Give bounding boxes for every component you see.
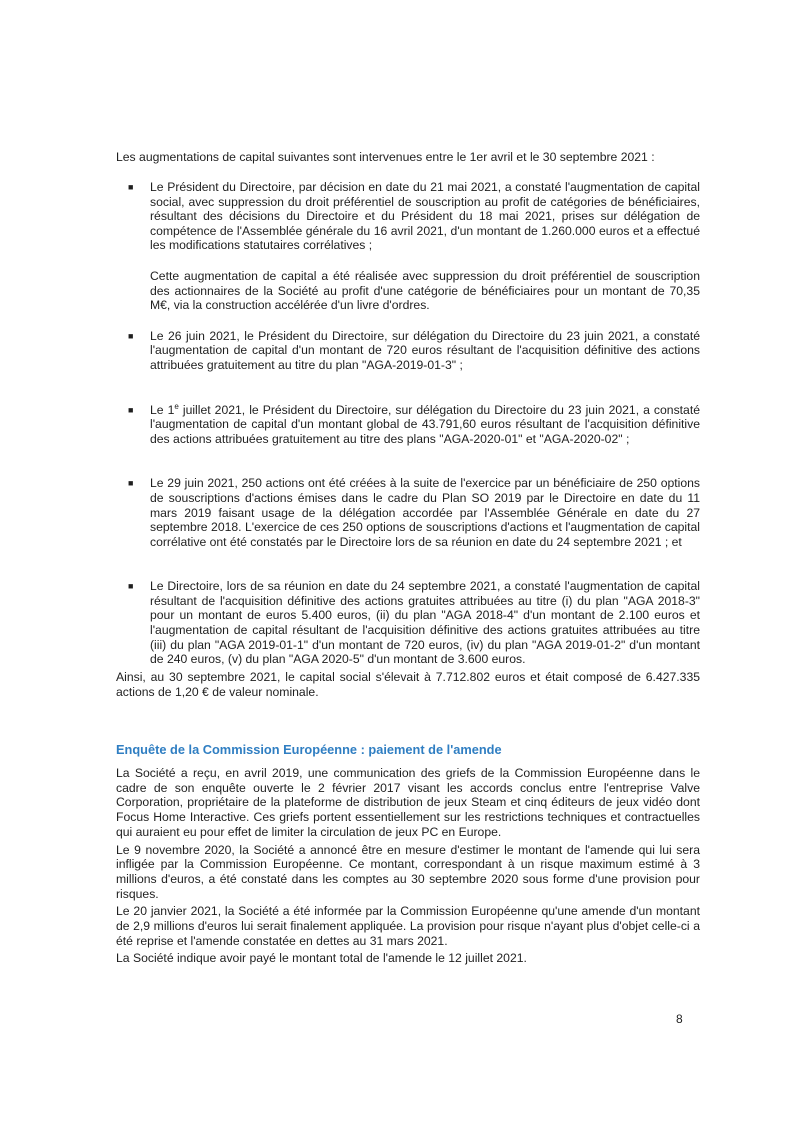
- list-item-subparagraph: Cette augmentation de capital a été réalisée avec suppression du droit préférentiel de souscription des actionnaires de la Société au profit d'une catégorie de bénéficiaires pour un montant de 70,35 M€, via la construction accélérée d'un livre d'ordres.: [150, 268, 700, 313]
- capital-increase-list: [116, 180, 700, 667]
- list-item: [116, 476, 700, 549]
- list-item: [116, 579, 700, 667]
- section-heading: Enquête de la Commission Européenne : paiement de l'amende: [116, 742, 502, 757]
- section-paragraph: Le 20 janvier 2021, la Société a été informée par la Commission Européenne qu'une amende d'un montant de 2,9 millions d'euros lui serait finalement appliquée. La provision pour risque n'ayant plus d'objet celle-ci a été reprise et l'amende constatée en dettes au 31 mars 2021.: [116, 904, 700, 948]
- list-item-text: [150, 403, 700, 447]
- ordinal-superscript: e: [174, 401, 179, 411]
- list-item: [116, 329, 700, 373]
- page-number: 8: [676, 1012, 683, 1026]
- list-item: [116, 180, 700, 313]
- list-item: [116, 403, 700, 447]
- bullet-marker: ■: [128, 478, 134, 489]
- list-item-text: Le 29 juin 2021, 250 actions ont été créées à la suite de l'exercice par un bénéficiaire de 250 options de souscriptions d'actions émises dans le cadre du Plan SO 2019 par le Directoire en date du 11 mars 2019 faisant usage de la délégation accordée par l'Assemblée Générale en date du 27 septembre 2018. L'exercice de ces 250 options de souscriptions d'actions et l'augmentation de capital corrélative ont été constatés par le Directoire lors de sa réunion en date du 24 septembre 2021 ; et: [150, 476, 700, 549]
- list-item-text-start: Le 1: [150, 402, 175, 417]
- intro-paragraph: Les augmentations de capital suivantes sont intervenues entre le 1er avril et le 30 septembre 2021 :: [116, 150, 655, 164]
- capital-summary-paragraph: Ainsi, au 30 septembre 2021, le capital social s'élevait à 7.712.802 euros et était composé de 6.427.335 actions de 1,20 € de valeur nominale.: [116, 670, 700, 699]
- bullet-marker: ■: [128, 404, 134, 415]
- list-item-text: Le Président du Directoire, par décision en date du 21 mai 2021, a constaté l'augmentation de capital social, avec suppression du droit préférentiel de souscription au profit de catégories de bénéficiaires, résultant des décisions du Directoire et du Président du 18 mai 2021, prises sur délégation de compétence de l'Assemblée générale du 16 avril 2021, d'un montant de 1.260.000 euros et a effectué les modifications statutaires corrélatives ;: [150, 180, 700, 253]
- list-item-text: Le Directoire, lors de sa réunion en date du 24 septembre 2021, a constaté l'augmentation de capital résultant de l'acquisition définitive des actions gratuites attribuées au titre (i) du plan "AGA 2018-3" pour un montant de euros 5.400 euros, (ii) du plan "AGA 2018-4" d'un montant de 2.100 euros et l'augmentation de capital résultant de l'acquisition définitive des actions gratuites attribuées au titre (iii) du plan "AGA 2019-01-1" d'un montant de 720 euros, (iv) du plan "AGA 2019-01-2" d'un montant de 240 euros, (v) du plan "AGA 2020-5" d'un montant de 3.600 euros.: [150, 579, 700, 667]
- bullet-marker: ■: [128, 330, 134, 341]
- section-paragraph: La Société a reçu, en avril 2019, une communication des griefs de la Commission Européenne dans le cadre de son enquête ouverte le 2 février 2017 visant les accords conclus entre l'entreprise Valve Corporation, propriétaire de la plateforme de distribution de jeux Steam et cinq éditeurs de jeux vidéo dont Focus Home Interactive. Ces griefs portent essentiellement sur les restrictions techniques et contractuelles qui auraient eu pour effet de limiter la circulation de jeux PC en Europe.: [116, 766, 700, 839]
- list-item-text: Le 26 juin 2021, le Président du Directoire, sur délégation du Directoire du 23 juin 2021, a constaté l'augmentation de capital d'un montant de 720 euros résultant de l'acquisition définitive des actions attribuées gratuitement au titre du plan "AGA-2019-01-3" ;: [150, 328, 700, 372]
- section-paragraph: La Société indique avoir payé le montant total de l'amende le 12 juillet 2021.: [116, 951, 527, 966]
- section-paragraph: Le 9 novembre 2020, la Société a annoncé être en mesure d'estimer le montant de l'amende qui lui sera infligée par la Commission Européenne. Ce montant, correspondant à un risque maximum estimé à 3 millions d'euros, a été constaté dans les comptes au 30 septembre 2020 sous forme d'une provision pour risques.: [116, 842, 700, 901]
- list-item-text-rest: juillet 2021, le Président du Directoire, sur délégation du Directoire du 23 juin 2021, a constaté l'augmentation de capital d'un montant global de 43.791,60 euros résultant de l'acquisition définitive des actions attribuées gratuitement au titre des plans "AGA-2020-01" et "AGA-2020-02" ;: [150, 402, 700, 446]
- bullet-marker: ■: [128, 182, 134, 192]
- bullet-marker: ■: [128, 581, 134, 592]
- section-body: [116, 766, 700, 969]
